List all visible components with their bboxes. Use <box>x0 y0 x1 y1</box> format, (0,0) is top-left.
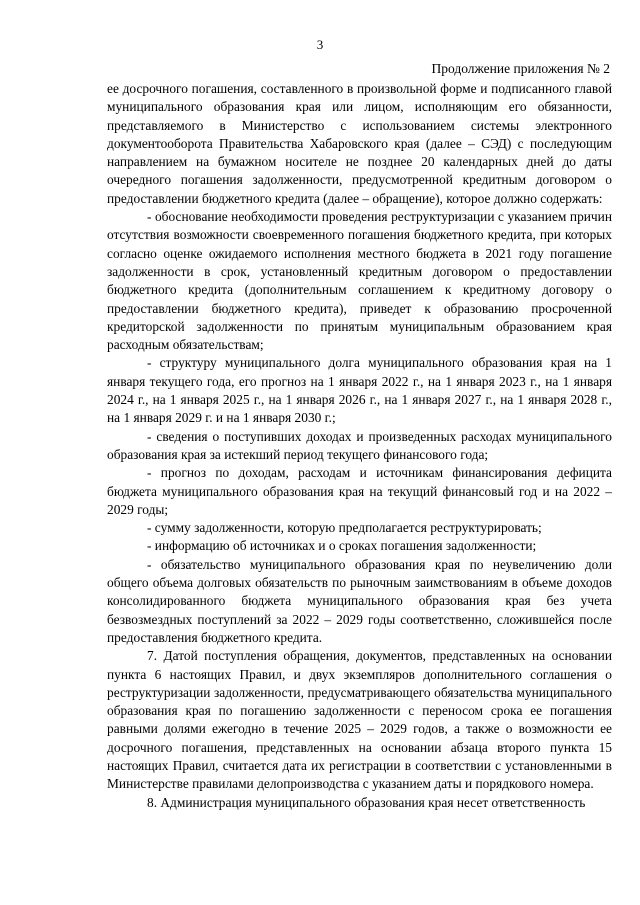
appendix-continuation-note: Продолжение приложения № 2 <box>431 61 610 76</box>
paragraph-item-7: 7. Датой поступления обращения, документов, представленных на основании пункта 6 настоящих Правил, и двух экземпляров дополнительного соглашения о реструктуризации задолженности, предусматривающего обязательства муниципального образования края по погашению задолженности с переносом срока ее погашения равными долями ежегодно в течение 2025 – 2029 годов, а также о возможности ее досрочного погашения, представленных на основании абзаца второго пункта 15 настоящих Правил, считается дата их регистрации в соответствии с установленными в Министерстве правилами делопроизводства с указанием даты и порядкового номера. <box>107 648 612 792</box>
document-body <box>107 80 612 812</box>
page-number: 3 <box>316 37 324 52</box>
paragraph-item-8: 8. Администрация муниципального образования края несет ответственность <box>147 794 586 810</box>
paragraph-budget-forecast: - прогноз по доходам, расходам и источникам финансирования дефицита бюджета муниципального образования края на текущий финансовый год и на 2022 – 2029 годы; <box>107 465 612 517</box>
paragraph-justification: - обоснование необходимости проведения реструктуризации с указанием причин отсутствия возможности своевременного погашения бюджетного кредита, при которых согласно оценке ожидаемого исполнения местного бюджета в 2021 году погашение задолженности в срок, установленный кредитным договором о предоставлении бюджетного кредита (дополнительным соглашением к кредитному договору о предоставлении бюджетного кредита), приведет к образованию просроченной кредиторской задолженности по принятым муниципальным образованием края расходным обязательствам; <box>107 209 612 353</box>
paragraph-appeal-description: ее досрочного погашения, составленного в произвольной форме и подписанного главой муниципального образования края или лицом, исполняющим его обязанности, представляемого в Министерство с использованием системы электронного документооборота Правительства Хабаровского края (далее – СЭД) с последующим направлением на бумажном носителе не позднее 20 календарных дней до даты очередного погашения задолженности, предусмотренной кредитным договором о предоставлении бюджетного кредита (далее – обращение), которое должно содержать: <box>107 81 612 206</box>
paragraph-repayment-sources: - информацию об источниках и о сроках погашения задолженности; <box>147 538 537 554</box>
paragraph-debt-amount: - сумму задолженности, которую предполагается реструктурировать; <box>147 520 542 536</box>
paragraph-obligation: - обязательство муниципального образования края по неувеличению доли общего объема долговых обязательств по рыночным заимствованиям в объеме доходов консолидированного бюджета муниципального образования края без учета безвозмездных поступлений за 2022 – 2029 годы соответственно, сложившейся после предоставления бюджетного кредита. <box>107 556 612 645</box>
paragraph-debt-structure: - структуру муниципального долга муниципального образования края на 1 января текущего года, его прогноз на 1 января 2022 г., на 1 января 2023 г., на 1 января 2024 г., на 1 января 2025 г., на 1 января 2026 г., на 1 января 2027 г., на 1 января 2028 г., на 1 января 2029 г. и на 1 января 2030 г.; <box>107 355 612 426</box>
paragraph-income-expense-info: - сведения о поступивших доходах и произведенных расходах муниципального образования края за истекший период текущего финансового года; <box>107 428 612 462</box>
